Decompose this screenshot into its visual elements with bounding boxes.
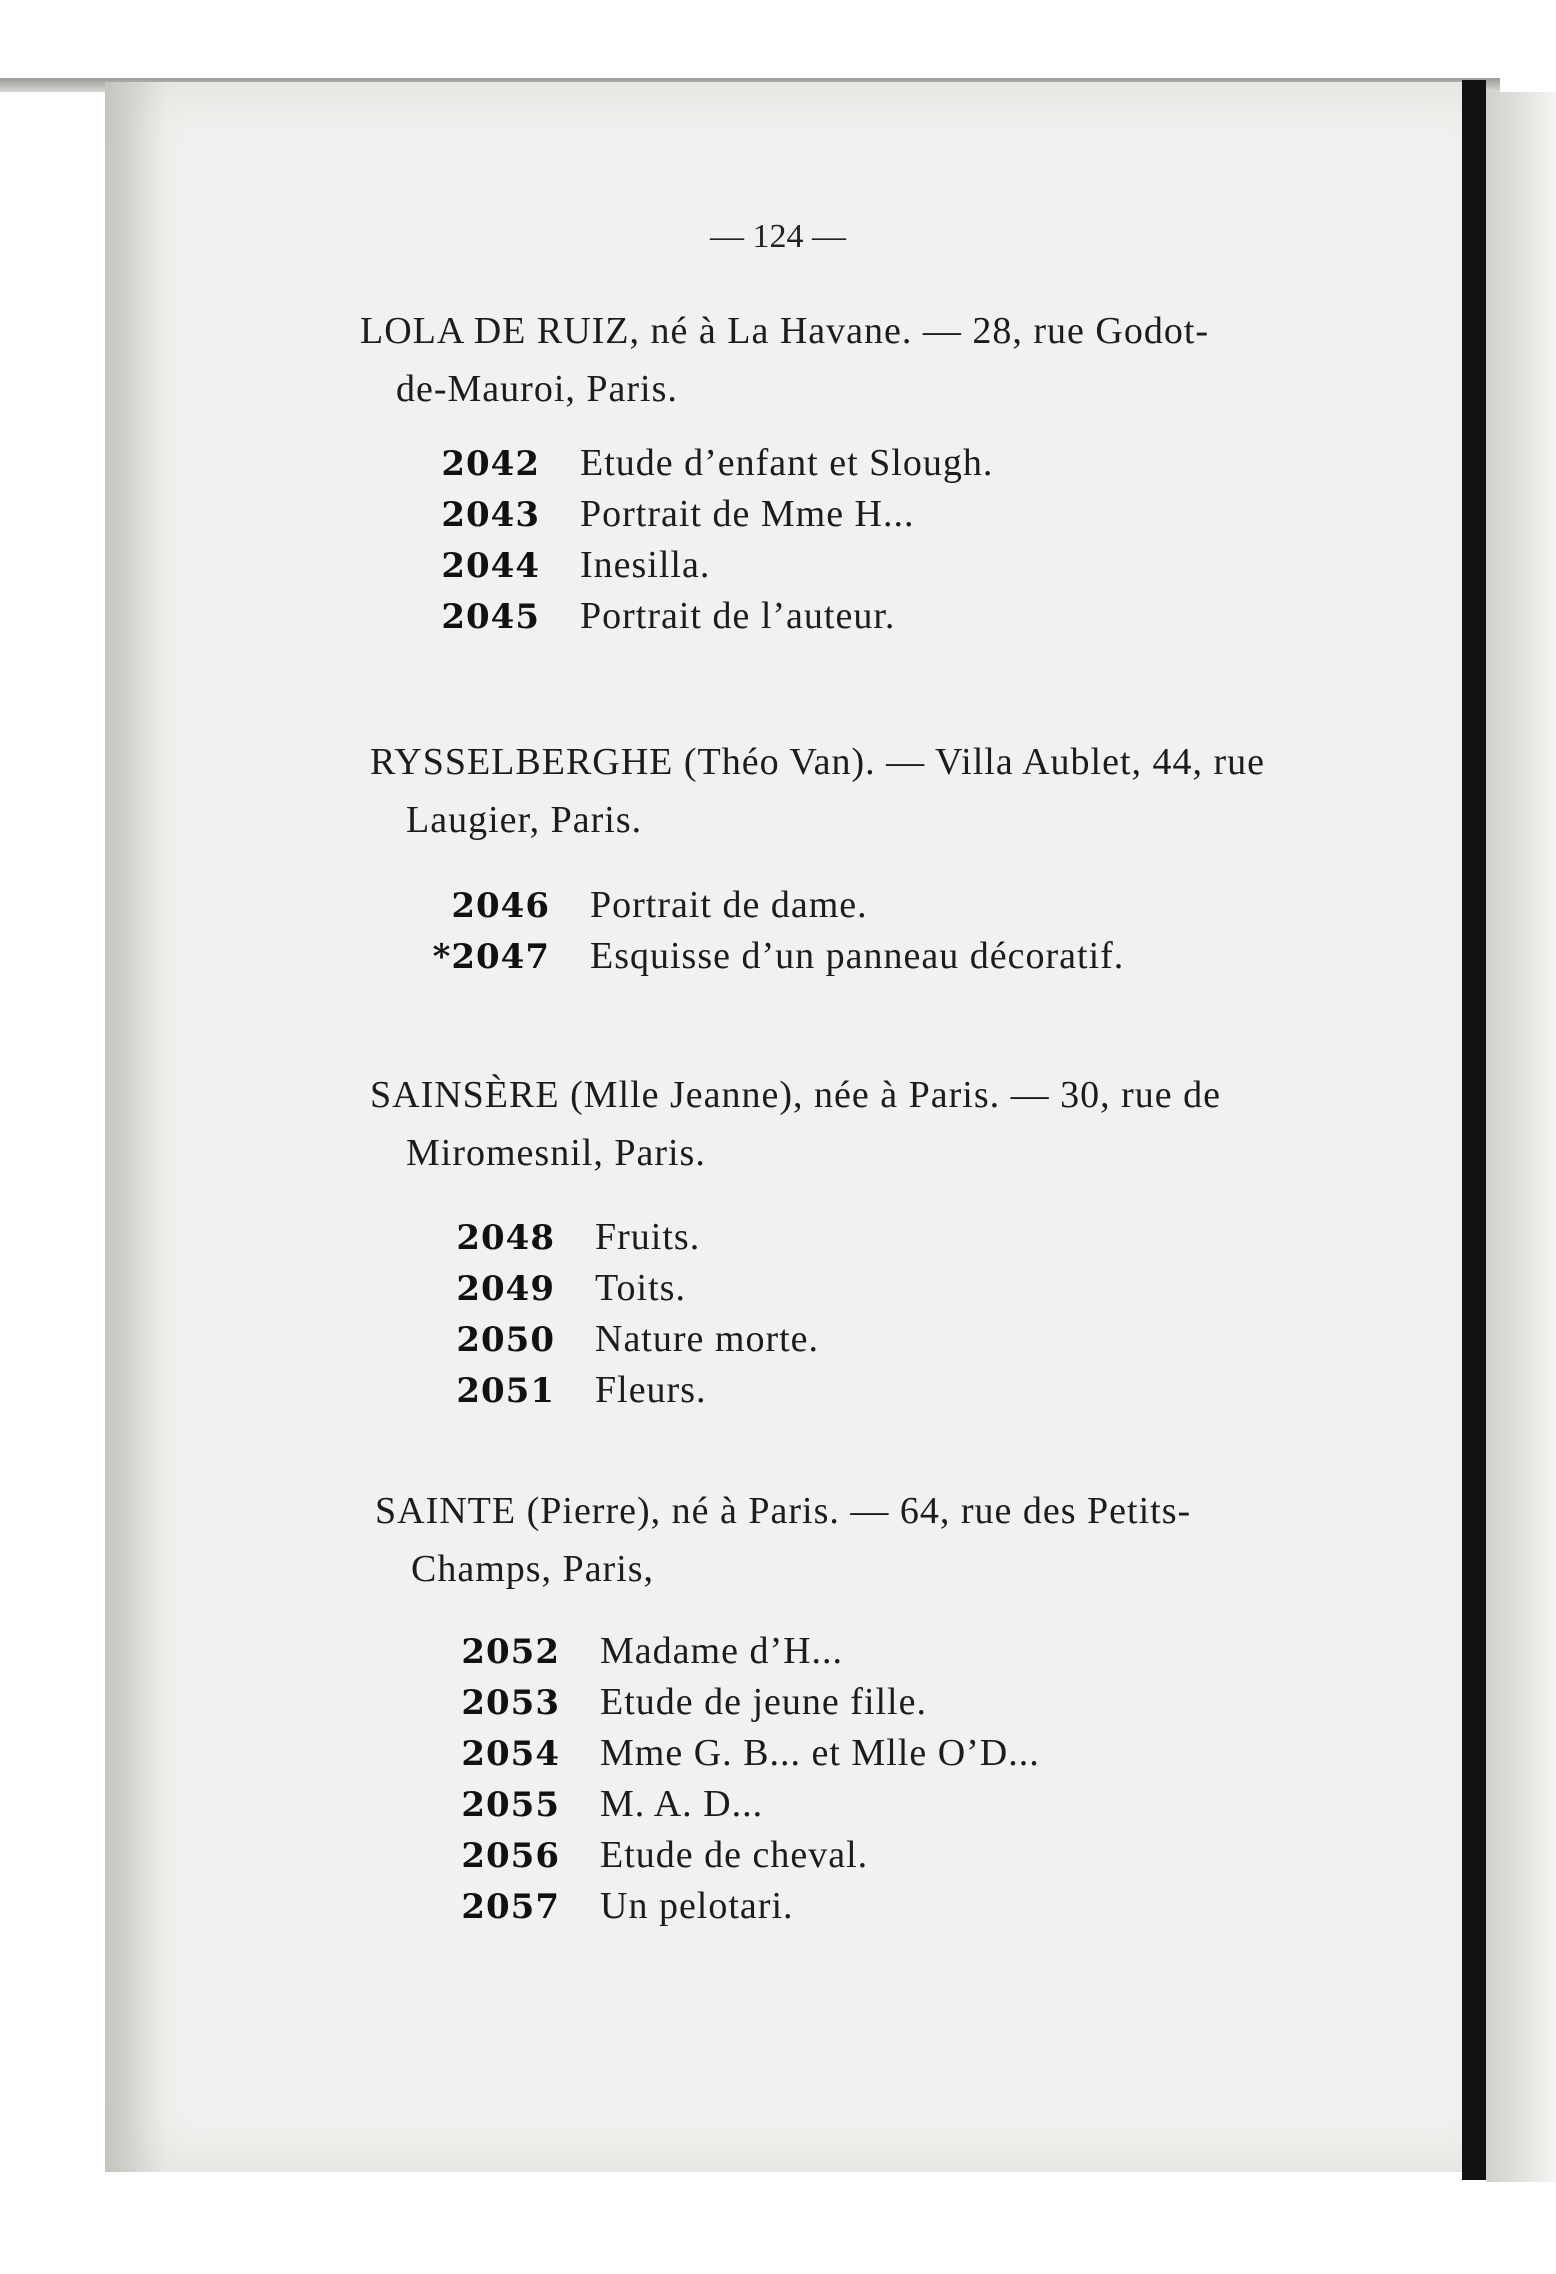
artist-heading-line-2: Champs, Paris, xyxy=(411,1548,655,1590)
work-title: Portrait de l’auteur. xyxy=(580,595,896,637)
work-item xyxy=(375,1263,819,1314)
work-item xyxy=(370,880,1124,931)
work-title: Esquisse d’un panneau décoratif. xyxy=(590,935,1125,977)
catalogue-number: 2055 xyxy=(461,1785,560,1825)
catalogue-number: 2056 xyxy=(461,1836,560,1876)
work-title: Etude de cheval. xyxy=(600,1834,869,1876)
work-title: Fruits. xyxy=(595,1216,701,1258)
facing-page-edge xyxy=(1486,92,1556,2182)
artist-heading-line-1: SAINTE (Pierre), né à Paris. — 64, rue des Petits- xyxy=(375,1490,1192,1532)
catalogue-number: 2057 xyxy=(461,1887,560,1927)
page-gutter-shadow xyxy=(105,82,165,2172)
work-title: M. A. D... xyxy=(600,1783,764,1825)
work-title: Fleurs. xyxy=(595,1369,707,1411)
works-list xyxy=(375,1212,819,1416)
catalogue-number: 2046 xyxy=(451,886,550,926)
page-number: — 124 — xyxy=(710,218,846,255)
work-title: Etude d’enfant et Slough. xyxy=(580,442,994,484)
work-item xyxy=(380,1728,1040,1779)
catalogue-number: 2052 xyxy=(461,1632,560,1672)
work-item xyxy=(360,438,993,489)
work-item xyxy=(370,931,1124,982)
work-item xyxy=(375,1365,819,1416)
catalogue-number: 2044 xyxy=(441,546,540,586)
work-item xyxy=(360,591,993,642)
artist-heading-line-1: RYSSELBERGHE (Théo Van). — Villa Aublet, 44, rue xyxy=(370,741,1266,783)
work-item xyxy=(380,1881,1040,1932)
works-list xyxy=(370,880,1124,982)
work-title: Inesilla. xyxy=(580,544,711,586)
works-list xyxy=(380,1626,1040,1932)
artist-entry-heading xyxy=(375,1482,1191,1598)
book-spine-shadow xyxy=(1462,80,1486,2180)
catalogue-number: 2042 xyxy=(441,444,540,484)
work-item xyxy=(380,1677,1040,1728)
work-item xyxy=(375,1314,819,1365)
catalogue-number: 2051 xyxy=(456,1371,555,1411)
catalogue-number: 2053 xyxy=(461,1683,560,1723)
artist-heading-line-1: SAINSÈRE (Mlle Jeanne), née à Paris. — 30, rue de xyxy=(370,1074,1222,1116)
work-title: Toits. xyxy=(595,1267,686,1309)
work-title: Un pelotari. xyxy=(600,1885,794,1927)
work-item xyxy=(380,1779,1040,1830)
artist-entry-heading xyxy=(370,733,1265,849)
work-item xyxy=(375,1212,819,1263)
catalogue-number: 2050 xyxy=(456,1320,555,1360)
artist-heading-line-2: Laugier, Paris. xyxy=(406,799,643,841)
catalogue-number: *2047 xyxy=(432,937,550,977)
work-title: Mme G. B... et Mlle O’D... xyxy=(600,1732,1040,1774)
work-title: Portrait de Mme H... xyxy=(580,493,915,535)
artist-heading-line-2: Miromesnil, Paris. xyxy=(406,1132,706,1174)
work-item xyxy=(360,489,993,540)
artist-heading-line-2: de-Mauroi, Paris. xyxy=(396,368,678,410)
work-item xyxy=(380,1626,1040,1677)
artist-entry-heading xyxy=(370,1066,1221,1182)
work-title: Nature morte. xyxy=(595,1318,820,1360)
works-list xyxy=(360,438,993,642)
work-item xyxy=(380,1830,1040,1881)
work-title: Madame d’H... xyxy=(600,1630,844,1672)
artist-heading-line-1: LOLA DE RUIZ, né à La Havane. — 28, rue Godot- xyxy=(360,310,1210,352)
catalogue-number: 2049 xyxy=(456,1269,555,1309)
catalogue-number: 2054 xyxy=(461,1734,560,1774)
catalogue-number: 2043 xyxy=(441,495,540,535)
catalogue-number: 2048 xyxy=(456,1218,555,1258)
work-title: Etude de jeune fille. xyxy=(600,1681,927,1723)
catalogue-number: 2045 xyxy=(441,597,540,637)
work-item xyxy=(360,540,993,591)
work-title: Portrait de dame. xyxy=(590,884,868,926)
artist-entry-heading xyxy=(360,302,1209,418)
